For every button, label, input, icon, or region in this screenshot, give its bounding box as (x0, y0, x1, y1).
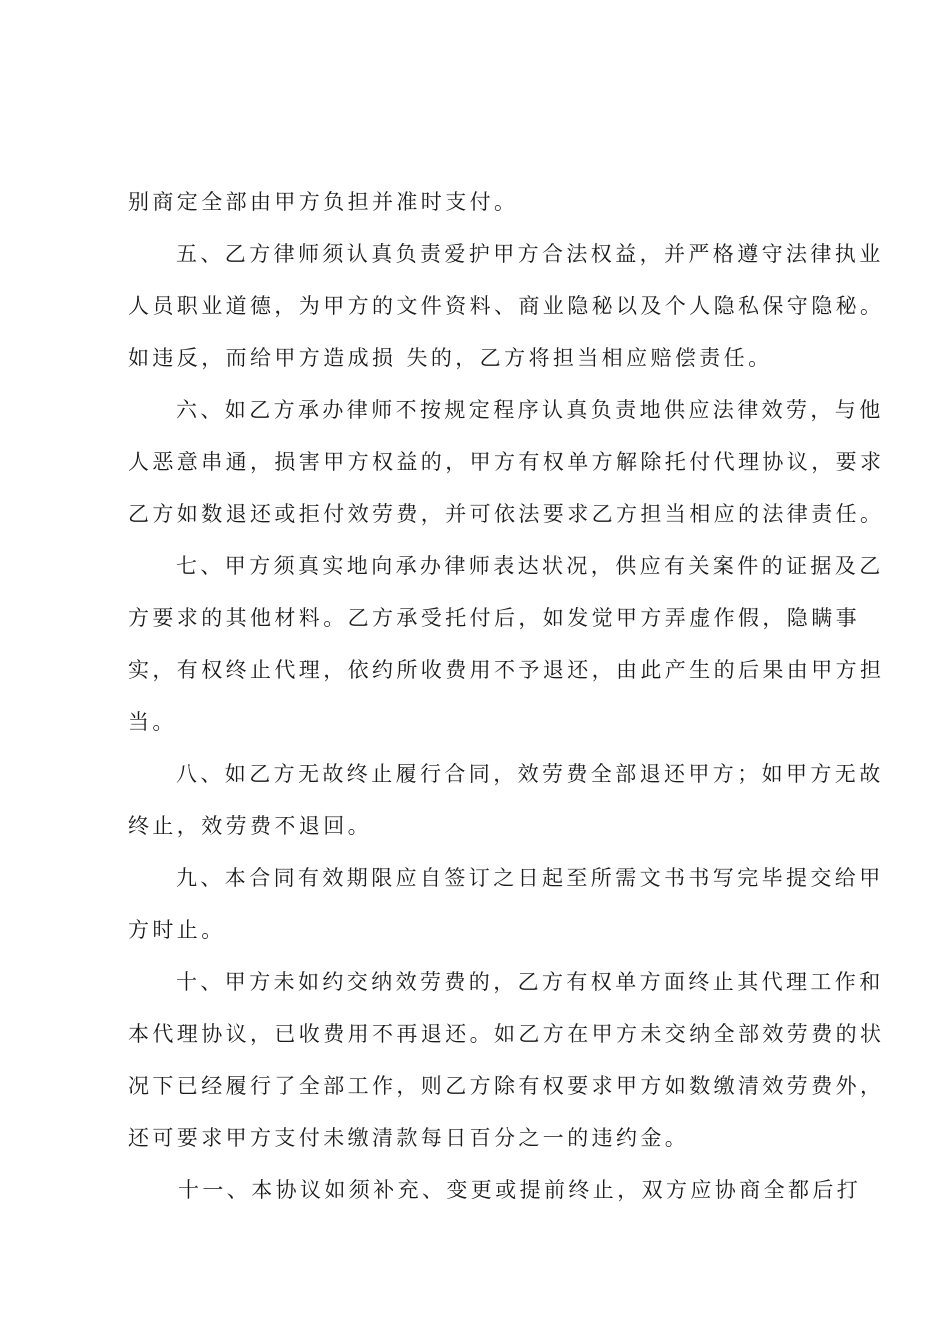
clause-10-line-1: 十、甲方未如约交纳效劳费的，乙方有权单方面终止其代理工作和 (176, 970, 884, 994)
text-line: 方时止。 (128, 918, 226, 942)
contract-body (128, 184, 885, 1224)
text-line: 实，有权终止代理，依约所收费用不予退还，由此产生的后果由甲方担 (128, 658, 885, 682)
clause-5-line-1: 五、乙方律师须认真负责爱护甲方合法权益，并严格遵守法律执业 (176, 242, 884, 266)
text-line: 本代理协议，已收费用不再退还。如乙方在甲方未交纳全部效劳费的状 (128, 1022, 885, 1046)
text-line: 人员职业道德，为甲方的文件资料、商业隐秘以及个人隐私保守隐秘。 (128, 294, 885, 318)
text-line: 还可要求甲方支付未缴清款每日百分之一的违约金。 (128, 1126, 690, 1150)
text-line: 人恶意串通，损害甲方权益的，甲方有权单方解除托付代理协议，要求 (128, 450, 885, 474)
text-line: 如违反，而给甲方造成损 失的，乙方将担当相应赔偿责任。 (128, 346, 773, 370)
text-line: 别商定全部由甲方负担并准时支付。 (128, 190, 519, 214)
text-line: 当。 (128, 710, 177, 734)
text-line: 乙方如数退还或拒付效劳费，并可依法要求乙方担当相应的法律责任。 (128, 502, 885, 526)
text-line: 方要求的其他材料。乙方承受托付后，如发觉甲方弄虚作假，隐瞒事 (128, 606, 860, 630)
clause-6-line-1: 六、如乙方承办律师不按规定程序认真负责地供应法律效劳，与他 (176, 398, 884, 422)
text-line: 况下已经履行了全部工作，则乙方除有权要求甲方如数缴清效劳费外， (128, 1074, 885, 1098)
text-line: 终止，效劳费不退回。 (128, 814, 372, 838)
clause-7-line-1: 七、甲方须真实地向承办律师表达状况，供应有关案件的证据及乙 (176, 554, 884, 578)
clause-9-line-1: 九、本合同有效期限应自签订之日起至所需文书书写完毕提交给甲 (176, 866, 884, 890)
clause-11-line-1: 十一、本协议如须补充、变更或提前终止，双方应协商全都后打 (178, 1178, 862, 1202)
clause-8-line-1: 八、如乙方无故终止履行合同，效劳费全部退还甲方；如甲方无故 (176, 762, 884, 786)
